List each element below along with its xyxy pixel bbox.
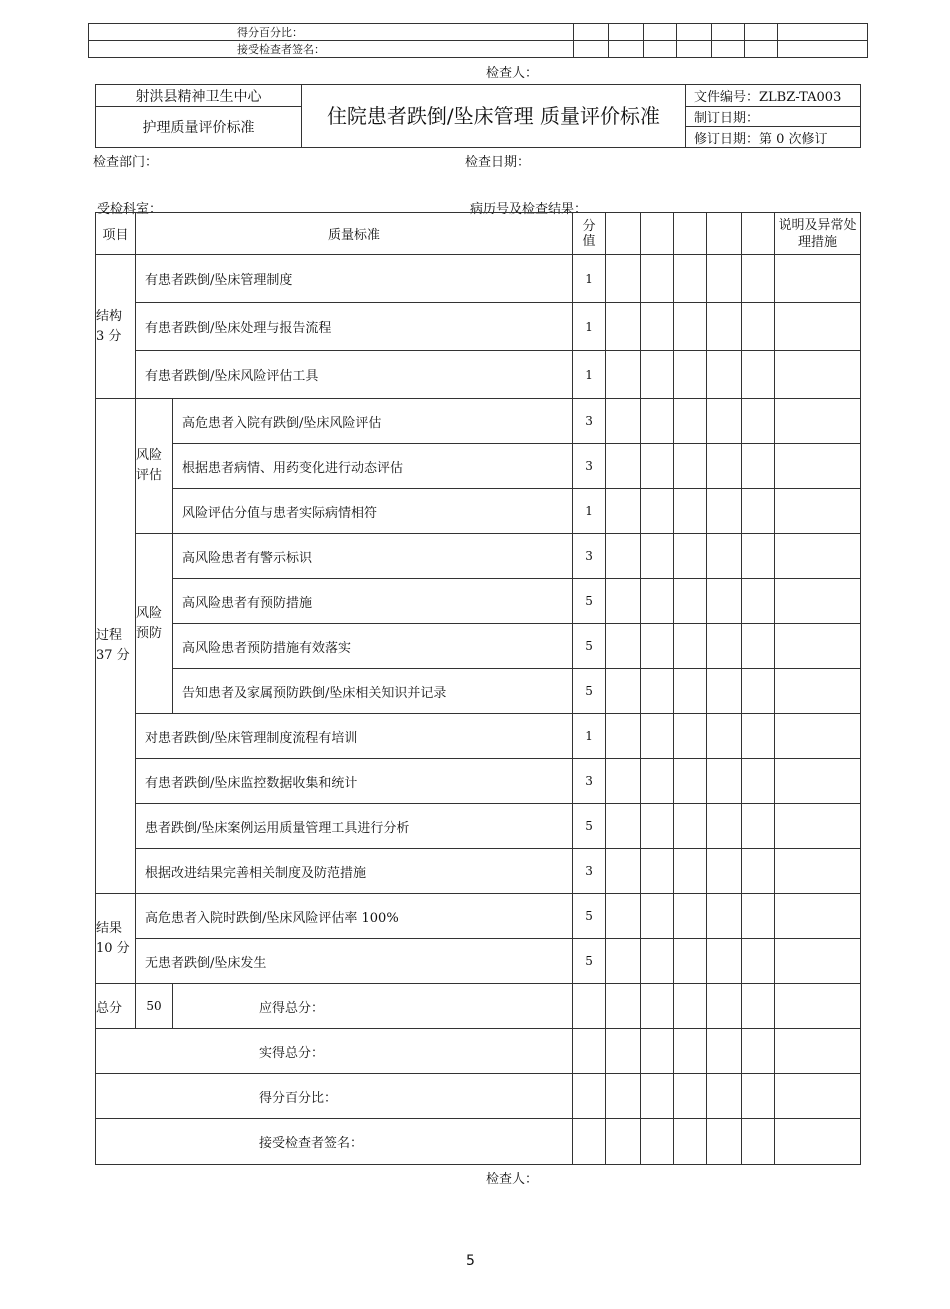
row-text: 高危患者入院有跌倒/坠床风险评估 <box>173 399 573 444</box>
row-score: 3 <box>573 849 606 894</box>
table-row <box>96 714 861 759</box>
evaluation-table <box>95 212 861 1165</box>
row-text: 有患者跌倒/坠床风险评估工具 <box>136 351 573 399</box>
row-score: 3 <box>573 759 606 804</box>
table-row <box>96 489 861 534</box>
table-row <box>96 579 861 624</box>
row-text: 根据改进结果完善相关制度及防范措施 <box>136 849 573 894</box>
percent-label: 得分百分比： <box>89 24 574 41</box>
percent-total-label: 得分百分比： <box>96 1074 573 1119</box>
continuation-table <box>88 23 868 58</box>
inspector-label: 检查人： <box>486 1172 539 1187</box>
table-row <box>96 849 861 894</box>
col-remark: 说明及异常处理措施 <box>775 213 861 255</box>
actual-total-row <box>96 1029 861 1074</box>
made-date: 制订日期： <box>686 107 861 127</box>
row-text: 根据患者病情、用药变化进行动态评估 <box>173 444 573 489</box>
table-row <box>96 939 861 984</box>
table-row <box>96 534 861 579</box>
row-text: 对患者跌倒/坠床管理制度流程有培训 <box>136 714 573 759</box>
table-row <box>96 669 861 714</box>
standard-category: 护理质量评价标准 <box>96 107 302 148</box>
subsection-risk-assess: 风险评估 <box>136 399 173 534</box>
table-row <box>96 255 861 303</box>
total-label: 总分 <box>96 984 136 1029</box>
row-text: 高风险患者有警示标识 <box>173 534 573 579</box>
table-row <box>96 444 861 489</box>
row-score: 3 <box>573 534 606 579</box>
row-score: 1 <box>573 351 606 399</box>
row-score: 5 <box>573 939 606 984</box>
row-score: 1 <box>573 489 606 534</box>
col-standard: 质量标准 <box>136 213 573 255</box>
header-table <box>95 84 861 148</box>
table-row <box>96 624 861 669</box>
total-row <box>96 984 861 1029</box>
row-score: 3 <box>573 399 606 444</box>
signature-total-label: 接受检查者签名： <box>96 1119 573 1165</box>
revision-date: 修订日期：第 0 次修订 <box>686 127 861 148</box>
row-text: 有患者跌倒/坠床处理与报告流程 <box>136 303 573 351</box>
org-name: 射洪县精神卫生中心 <box>96 85 302 107</box>
record-label: 病历号及检查结果： <box>470 202 588 217</box>
row-score: 1 <box>573 303 606 351</box>
signature-label: 接受检查者签名： <box>89 41 574 58</box>
row-text: 风险评估分值与患者实际病情相符 <box>173 489 573 534</box>
table-row <box>96 894 861 939</box>
section-process: 过程37 分 <box>96 399 136 894</box>
subsection-risk-prevent: 风险预防 <box>136 534 173 714</box>
row-score: 1 <box>573 255 606 303</box>
row-score: 5 <box>573 669 606 714</box>
table-row <box>96 759 861 804</box>
unit-label: 受检科室： <box>97 202 163 217</box>
row-score: 5 <box>573 579 606 624</box>
page-number: 5 <box>466 1253 475 1269</box>
row-text: 高风险患者有预防措施 <box>173 579 573 624</box>
row-text: 患者跌倒/坠床案例运用质量管理工具进行分析 <box>136 804 573 849</box>
section-structure: 结构3 分 <box>96 255 136 399</box>
row-score: 5 <box>573 894 606 939</box>
inspector-label-top: 检查人： <box>486 66 539 81</box>
row-text: 高危患者入院时跌倒/坠床风险评估率 100% <box>136 894 573 939</box>
row-score: 3 <box>573 444 606 489</box>
table-header-row <box>96 213 861 255</box>
table-row <box>96 303 861 351</box>
row-text: 有患者跌倒/坠床监控数据收集和统计 <box>136 759 573 804</box>
row-text: 告知患者及家属预防跌倒/坠床相关知识并记录 <box>173 669 573 714</box>
table-row <box>96 804 861 849</box>
row-score: 1 <box>573 714 606 759</box>
col-item: 项目 <box>96 213 136 255</box>
row-score: 5 <box>573 804 606 849</box>
section-result: 结果10 分 <box>96 894 136 984</box>
table-row <box>96 399 861 444</box>
signature-row <box>96 1119 861 1165</box>
actual-total-label: 实得总分： <box>96 1029 573 1074</box>
should-total-label: 应得总分： <box>173 984 573 1029</box>
doc-number: 文件编号：ZLBZ-TA003 <box>686 85 861 107</box>
doc-title: 住院患者跌倒/坠床管理 质量评价标准 <box>302 85 686 148</box>
row-text: 高风险患者预防措施有效落实 <box>173 624 573 669</box>
row-text: 无患者跌倒/坠床发生 <box>136 939 573 984</box>
row-text: 有患者跌倒/坠床管理制度 <box>136 255 573 303</box>
row-score: 5 <box>573 624 606 669</box>
total-value: 50 <box>136 984 173 1029</box>
col-score: 分值 <box>573 213 606 255</box>
dept-label: 检查部门： <box>93 155 159 170</box>
percent-row <box>96 1074 861 1119</box>
table-row <box>96 351 861 399</box>
date-label: 检查日期： <box>465 155 531 170</box>
